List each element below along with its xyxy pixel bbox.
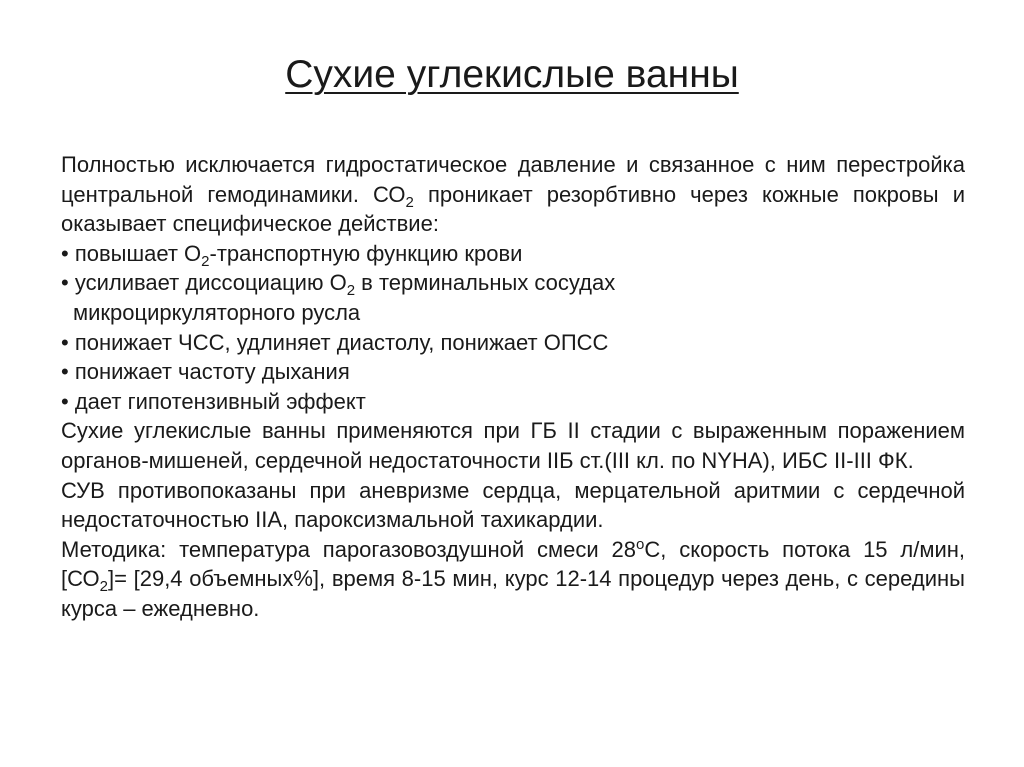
contraindications-paragraph: СУВ противопоказаны при аневризме сердца, мерцательной аритмии с сердечной недостаточностью IIА, пароксизмальной тахикардии. — [61, 477, 965, 533]
bullet-2-text-b: в терминальных сосудах — [355, 270, 616, 296]
indications-paragraph: Сухие углекислые ванны применяются при ГБ II стадии с выраженным поражением органов-мишеней, сердечной недостаточности IIБ ст.(III кл. по NYHA), ИБС II-III ФК. — [61, 418, 965, 473]
method-subscript: 2 — [99, 578, 108, 596]
method-text-a: Методика: температура парогазовоздушной смеси 28 — [61, 536, 637, 562]
bullet-item-2-continuation: микроциркуляторного русла — [73, 299, 361, 325]
intro-text-a: Полностью исключается гидростатическое давление и связанное с ним перестройка центральной гемодинамики. СО — [61, 152, 965, 207]
bullet-1-subscript: 2 — [201, 252, 210, 270]
bullet-item-5: • дает гипотензивный эффект — [61, 388, 366, 414]
bullet-item-1 — [61, 239, 965, 269]
slide-body — [61, 150, 965, 624]
bullet-item-3: • понижает ЧСС, удлиняет диастолу, понижает ОПСС — [61, 329, 609, 355]
bullet-1-text-a: • повышает О — [61, 240, 202, 266]
method-text-b: С, скорость потока 15 л/мин, [СО — [61, 536, 965, 592]
bullet-2-text-a: • усиливает диссоциацию О — [61, 270, 347, 296]
bullet-item-2 — [61, 268, 965, 298]
method-paragraph — [61, 535, 965, 624]
slide-title — [0, 52, 1024, 98]
slide-title-text: Сухие углекислые ванны — [285, 53, 739, 96]
bullet-item-4: • понижает частоту дыхания — [61, 359, 350, 385]
method-text-c: ]= [29,4 объемных%], время 8-15 мин, курс 12-14 процедур через день, с середины курса – ежедневно. — [61, 566, 965, 621]
bullet-1-text-b: -транспортную функцию крови — [209, 240, 523, 266]
intro-paragraph — [61, 150, 965, 239]
bullet-2-subscript: 2 — [346, 282, 356, 300]
intro-text-b: проникает резорбтивно через кожные покровы и оказывает специфическое действие: — [61, 181, 965, 237]
method-degree-superscript: о — [636, 535, 645, 553]
intro-subscript: 2 — [405, 193, 414, 211]
